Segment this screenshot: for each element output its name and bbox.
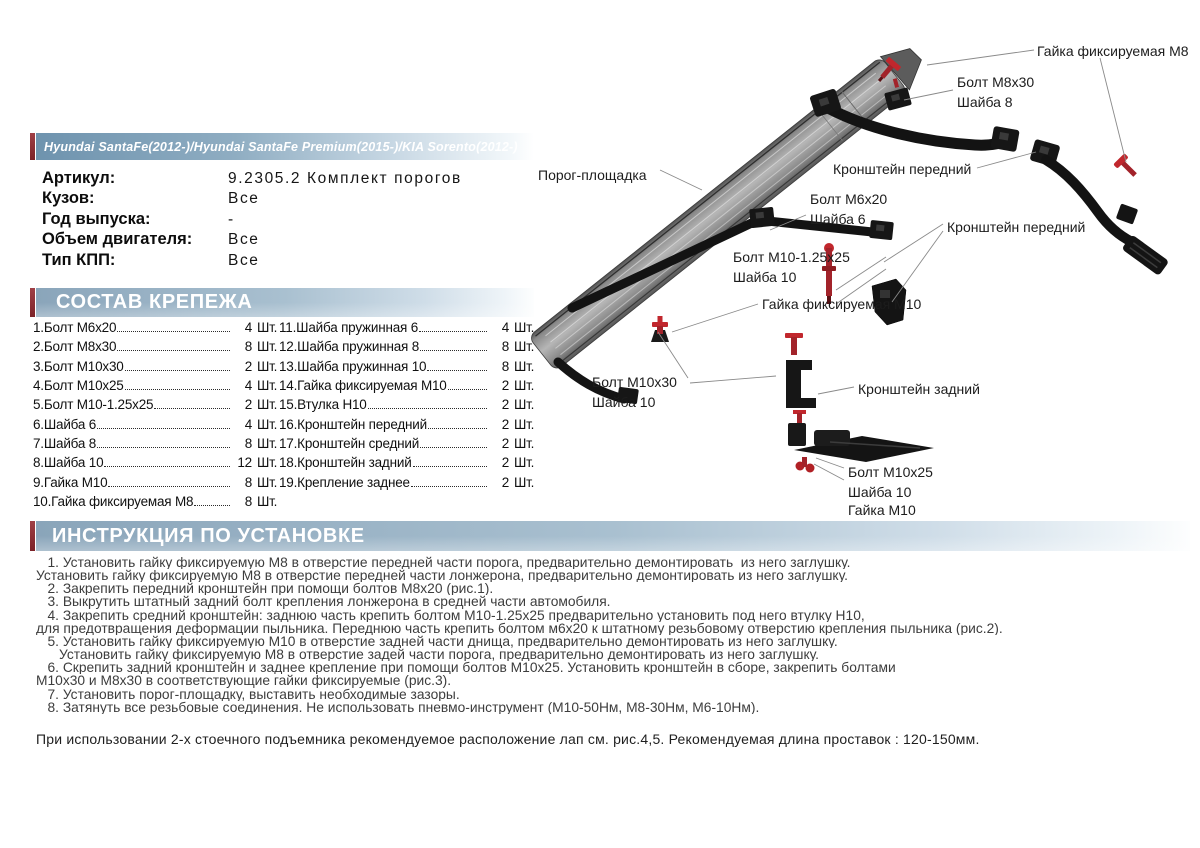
dotted-leader: [427, 370, 487, 371]
hardware-item-name: 1.Болт М6х20: [33, 320, 117, 335]
lift-recommendation-note: При использовании 2-х стоечного подъемника рекомендуемое расположение лап см. рис.4,5. Рекомендуемая длина проставок : 120-150мм.: [36, 731, 980, 747]
dotted-leader: [411, 486, 487, 487]
hardware-item-row: [33, 397, 279, 416]
hardware-item-unit: Шт.: [257, 494, 278, 510]
info-row: [42, 169, 512, 189]
hardware-item-row: [33, 475, 279, 494]
instruction-line: 5. Установить гайку фиксируемую М10 в отверстие задней части днища, предварительно демонтировать из него заглушку.: [36, 634, 838, 649]
dotted-leader: [117, 350, 230, 351]
leader-line: [1100, 58, 1126, 162]
hardware-item-unit: Шт.: [257, 455, 278, 471]
assembly-diagram: [530, 10, 1197, 515]
hardware-item-unit: Шт.: [257, 436, 278, 452]
hardware-item-qty: 4: [244, 416, 252, 432]
hardware-item-qty: 8: [244, 339, 252, 355]
hardware-item-name: 18.Кронштейн задний: [279, 455, 412, 471]
hardware-item-qty: 2: [244, 397, 252, 413]
hardware-item-name: 2.Болт М8х30: [33, 339, 117, 355]
dotted-leader: [420, 350, 487, 351]
front-bracket-right-graphic: [1029, 139, 1169, 276]
hardware-item-row: [279, 397, 536, 416]
hardware-item-qty: 2: [501, 436, 509, 452]
leader-line: [818, 387, 854, 394]
dotted-leader: [117, 331, 230, 332]
hardware-item-qty: 8: [501, 339, 509, 355]
hardware-item-unit: Шт.: [257, 474, 278, 490]
hardware-item-name: 8.Шайба 10: [33, 455, 104, 471]
diagram-label: Гайка фиксируемая М10: [762, 296, 922, 312]
hardware-item-row: [33, 436, 279, 455]
hardware-item-unit: Шт.: [514, 358, 535, 374]
instructions-section-title: ИНСТРУКЦИЯ ПО УСТАНОВКЕ: [52, 524, 365, 547]
instructions-section-header: [36, 521, 1190, 551]
leader-line: [690, 376, 776, 383]
info-label: Объем двигателя:: [42, 230, 193, 249]
dotted-leader: [368, 408, 487, 409]
leader-line: [927, 50, 1034, 65]
instruction-line: 4. Закрепить средний кронштейн: заднюю часть крепить болтом М10-1.25х25 предварительно установить под него втулку Н10,: [36, 608, 865, 622]
diagram-label: Болт М6х20: [810, 191, 888, 207]
diagram-label: Гайка М10: [848, 502, 916, 515]
hardware-item-row: [33, 359, 279, 378]
hardware-item-name: 3.Болт М10х30: [33, 358, 124, 374]
hardware-item-qty: 2: [501, 455, 509, 471]
hardware-item-name: 4.Болт М10х25: [33, 378, 124, 394]
accent-stripe: [30, 521, 35, 551]
leader-line: [816, 458, 844, 468]
diagram-label: Гайка фиксируемая М8: [1037, 43, 1189, 59]
hardware-item-name: 5.Болт М10-1.25х25: [33, 397, 154, 413]
hardware-item-qty: 4: [244, 320, 252, 335]
instruction-line: 3. Выкрутить штатный задний болт крепления лонжерона в средней части автомобиля.: [36, 595, 611, 609]
hardware-item-name: 16.Кронштейн передний: [279, 416, 427, 432]
model-title: Hyundai SantaFe(2012-)/Hyundai SantaFe Premium(2015-)/KIA Sorento(2012-): [44, 139, 518, 154]
hardware-item-unit: Шт.: [257, 378, 278, 394]
hardware-item-row: [33, 494, 279, 513]
hardware-item-name: 17.Кронштейн средний: [279, 436, 420, 452]
dotted-leader: [125, 389, 230, 390]
info-label: Год выпуска:: [42, 209, 151, 228]
hardware-item-unit: Шт.: [514, 339, 535, 355]
hardware-item-name: 15.Втулка Н10: [279, 397, 367, 413]
diagram-label: Шайба 10: [733, 269, 797, 285]
dotted-leader: [428, 428, 487, 429]
hardware-item-qty: 4: [501, 320, 509, 335]
info-value: Все: [228, 231, 260, 249]
diagram-label: Болт М10х30: [592, 374, 677, 390]
dotted-leader: [97, 428, 230, 429]
hardware-item-qty: 2: [501, 416, 509, 432]
instruction-line: 7. Установить порог-площадку, выставить необходимые зазоры.: [36, 687, 460, 701]
hardware-item-name: 13.Шайба пружинная 10: [279, 358, 427, 374]
hardware-item-name: 9.Гайка М10: [33, 474, 108, 490]
diagram-label: Шайба 6: [810, 211, 866, 227]
hardware-item-row: [279, 378, 536, 397]
hardware-item-row: [279, 339, 536, 358]
hardware-item-name: 6.Шайба 6: [33, 416, 97, 432]
leader-line: [658, 332, 688, 378]
hardware-item-qty: 8: [501, 358, 509, 374]
hardware-item-unit: Шт.: [514, 320, 535, 335]
leader-line: [904, 90, 953, 100]
hardware-item-name: 19.Крепление заднее: [279, 474, 410, 490]
hardware-item-unit: Шт.: [257, 416, 278, 432]
hardware-item-row: [279, 455, 536, 474]
dotted-leader: [448, 389, 487, 390]
diagram-label: Шайба 10: [848, 484, 912, 500]
instruction-line: М10х30 и М8х30 в соответствующие гайки фиксируемые (рис.3).: [36, 674, 452, 688]
diagram-label: Шайба 8: [957, 94, 1013, 110]
hardware-item-row: [33, 417, 279, 436]
hardware-item-row: [279, 436, 536, 455]
instruction-line: 6. Скрепить задний кронштейн и заднее крепление при помощи болтов М10х25. Установить кронштейн в сборе, закрепить болтами: [36, 661, 896, 675]
hardware-item-name: 7.Шайба 8: [33, 436, 97, 452]
hardware-item-qty: 2: [501, 378, 509, 394]
instruction-line: для предотвращения деформации пыльника. Переднюю часть крепить болтом м6х20 к штатному резьбовому отверстию крепления пыльника (рис.2).: [36, 621, 1003, 635]
diagram-label: Шайба 10: [592, 394, 656, 410]
leader-line: [977, 152, 1036, 168]
dotted-leader: [104, 466, 230, 467]
info-row: [42, 189, 512, 209]
hardware-item-unit: Шт.: [257, 358, 278, 374]
hardware-item-name: 12.Шайба пружинная 8: [279, 339, 419, 355]
hardware-item-qty: 2: [501, 397, 509, 413]
leader-line: [660, 170, 702, 190]
hardware-item-qty: 4: [244, 378, 252, 394]
hardware-item-row: [33, 455, 279, 474]
hardware-list: [33, 320, 536, 513]
hardware-item-row: [279, 475, 536, 494]
info-row: [42, 210, 512, 230]
hardware-item-row: [279, 359, 536, 378]
diagram-label: Кронштейн передний: [833, 161, 972, 177]
instruction-line: Установить гайку фиксируемую М8 в отверстие передней части лонжерона, предварительно демонтировать из него заглушку.: [36, 569, 848, 583]
info-row: [42, 230, 512, 250]
leader-line: [892, 231, 943, 302]
hardware-item-unit: Шт.: [257, 339, 278, 355]
hardware-item-qty: 2: [244, 358, 252, 374]
dotted-leader: [154, 408, 230, 409]
hardware-item-unit: Шт.: [514, 416, 535, 432]
instruction-line: Установить гайку фиксируемую М8 в отверстие задей части порога, предварительно демонтировать из него заглушку.: [36, 648, 820, 662]
hardware-item-row: [279, 417, 536, 436]
hardware-item-name: 10.Гайка фиксируемая М8: [33, 494, 194, 510]
hardware-item-unit: Шт.: [514, 436, 535, 452]
hardware-item-qty: 8: [244, 436, 252, 452]
info-value: Все: [228, 251, 260, 269]
diagram-label: Кронштейн задний: [858, 381, 980, 397]
hardware-item-unit: Шт.: [257, 397, 278, 413]
hardware-item-unit: Шт.: [514, 455, 535, 471]
installation-instructions: [36, 556, 1196, 714]
hardware-item-row: [279, 320, 536, 339]
info-label: Тип КПП:: [42, 250, 116, 269]
diagram-label: Болт М8х30: [957, 74, 1035, 90]
hardware-item-row: [33, 378, 279, 397]
info-label: Кузов:: [42, 189, 95, 208]
hardware-item-row: [33, 339, 279, 358]
diagram-label: Болт М10-1.25х25: [733, 249, 850, 265]
dotted-leader: [420, 447, 487, 448]
dotted-leader: [97, 447, 230, 448]
accent-stripe: [30, 288, 35, 317]
dotted-leader: [419, 331, 487, 332]
instruction-line: 2. Закрепить передний кронштейн при помощи болтов М8х20 (рис.1).: [36, 582, 494, 596]
hardware-item-qty: 2: [501, 474, 509, 490]
dotted-leader: [194, 505, 230, 506]
hardware-section-title: СОСТАВ КРЕПЕЖА: [56, 291, 253, 313]
info-value: 9.2305.2 Комплект порогов: [228, 170, 462, 187]
hardware-list-right-column: [279, 320, 536, 513]
rear-bracket-assembly-graphic: [785, 333, 934, 473]
leader-lines: [658, 50, 1126, 480]
hardware-item-qty: 12: [237, 455, 252, 471]
diagram-label: Болт М10х25: [848, 464, 933, 480]
hardware-item-unit: Шт.: [514, 378, 535, 394]
instruction-line: 8. Затянуть все резьбовые соединения. Не использовать пневмо-инструмент (М10-50Нм, М8-30Нм, М6-10Нм).: [36, 700, 760, 714]
hardware-item-row: [33, 320, 279, 339]
dotted-leader: [125, 370, 230, 371]
hardware-item-unit: Шт.: [257, 320, 278, 335]
dotted-leader: [108, 486, 230, 487]
info-value: Все: [228, 190, 260, 208]
hardware-item-name: 11.Шайба пружинная 6: [279, 320, 418, 335]
info-row: [42, 251, 512, 271]
hardware-item-name: 14.Гайка фиксируемая М10: [279, 378, 447, 394]
hardware-item-unit: Шт.: [514, 397, 535, 413]
diagram-label: Порог-площадка: [538, 167, 647, 183]
info-label: Артикул:: [42, 169, 116, 187]
hardware-item-unit: Шт.: [514, 474, 535, 490]
accent-stripe: [30, 133, 35, 160]
product-info-table: [42, 169, 512, 271]
info-value: -: [228, 210, 235, 228]
hardware-item-qty: 8: [244, 494, 252, 510]
hardware-item-qty: 8: [244, 474, 252, 490]
model-title-bar: [36, 133, 534, 160]
leader-line: [672, 304, 758, 332]
hardware-list-left-column: [33, 320, 279, 513]
diagram-label: Кронштейн передний: [947, 219, 1086, 235]
instruction-line: 1. Установить гайку фиксируемую М8 в отверстие передней части порога, предварительно демонтировать из него заглушку.: [36, 556, 851, 570]
hardware-section-header: [36, 288, 534, 317]
dotted-leader: [413, 466, 487, 467]
